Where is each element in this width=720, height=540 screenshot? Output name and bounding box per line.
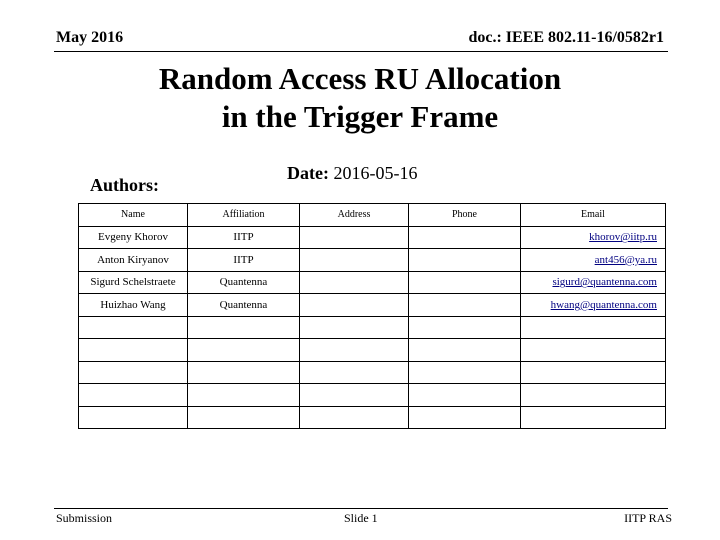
header-date: May 2016	[56, 29, 124, 46]
author-affiliation: IITP	[188, 226, 300, 249]
author-email-link[interactable]: sigurd@quantenna.com	[552, 276, 657, 289]
author-address	[300, 271, 409, 294]
column-header-email: Email	[521, 204, 666, 227]
table-row	[79, 249, 666, 272]
author-affiliation	[188, 339, 300, 362]
footer-organization: IITP RAS	[624, 511, 672, 525]
authors-table	[78, 203, 666, 429]
slide-title-line-1: Random Access RU Allocation	[158, 61, 562, 96]
author-name	[79, 316, 188, 339]
author-name	[79, 361, 188, 384]
author-affiliation: Quantenna	[188, 294, 300, 317]
author-address	[300, 226, 409, 249]
column-header-phone: Phone	[409, 204, 521, 227]
author-affiliation	[188, 316, 300, 339]
table-row-empty	[79, 384, 666, 407]
author-email-cell	[521, 226, 666, 249]
author-name	[79, 406, 188, 429]
author-email-cell	[521, 339, 666, 362]
author-address	[300, 249, 409, 272]
author-email-cell	[521, 384, 666, 407]
table-row	[79, 294, 666, 317]
author-phone	[409, 249, 521, 272]
table-row-empty	[79, 339, 666, 362]
author-address	[300, 294, 409, 317]
column-header-name: Name	[79, 204, 188, 227]
author-email-cell	[521, 294, 666, 317]
table-row-empty	[79, 361, 666, 384]
author-affiliation: Quantenna	[188, 271, 300, 294]
author-email-link[interactable]: khorov@iitp.ru	[589, 231, 657, 244]
date-value: 2016-05-16	[333, 163, 418, 183]
author-phone	[409, 384, 521, 407]
author-email-cell	[521, 406, 666, 429]
author-affiliation: IITP	[188, 249, 300, 272]
author-address	[300, 361, 409, 384]
author-email-cell	[521, 249, 666, 272]
author-email-link[interactable]: ant456@ya.ru	[594, 253, 657, 266]
authors-label: Authors:	[90, 175, 160, 195]
author-email-link[interactable]: hwang@quantenna.com	[550, 298, 657, 311]
author-phone	[409, 294, 521, 317]
author-name	[79, 384, 188, 407]
author-email-cell	[521, 271, 666, 294]
author-affiliation	[188, 406, 300, 429]
author-phone	[409, 226, 521, 249]
date-label: Date:	[287, 163, 329, 183]
author-name: Anton Kiryanov	[79, 249, 188, 272]
author-name: Huizhao Wang	[79, 294, 188, 317]
author-phone	[409, 316, 521, 339]
header-doc-id: doc.: IEEE 802.11-16/0582r1	[468, 29, 664, 46]
footer-divider	[54, 508, 668, 509]
author-address	[300, 406, 409, 429]
author-phone	[409, 361, 521, 384]
author-address	[300, 316, 409, 339]
author-email-cell	[521, 361, 666, 384]
author-address	[300, 384, 409, 407]
slide-title-line-2: in the Trigger Frame	[221, 99, 499, 134]
table-row	[79, 226, 666, 249]
column-header-address: Address	[300, 204, 409, 227]
footer-submission: Submission	[56, 511, 113, 525]
slide-title	[0, 60, 720, 136]
author-phone	[409, 406, 521, 429]
author-name: Sigurd Schelstraete	[79, 271, 188, 294]
author-affiliation	[188, 361, 300, 384]
date-line	[287, 163, 417, 184]
author-name: Evgeny Khorov	[79, 226, 188, 249]
column-header-affiliation: Affiliation	[188, 204, 300, 227]
table-header-row	[79, 204, 666, 227]
author-affiliation	[188, 384, 300, 407]
table-row	[79, 271, 666, 294]
table-row-empty	[79, 406, 666, 429]
author-email-cell	[521, 316, 666, 339]
footer-slide-number: Slide 1	[344, 511, 378, 525]
table-row-empty	[79, 316, 666, 339]
author-phone	[409, 271, 521, 294]
author-address	[300, 339, 409, 362]
author-name	[79, 339, 188, 362]
header-divider	[54, 51, 668, 52]
author-phone	[409, 339, 521, 362]
